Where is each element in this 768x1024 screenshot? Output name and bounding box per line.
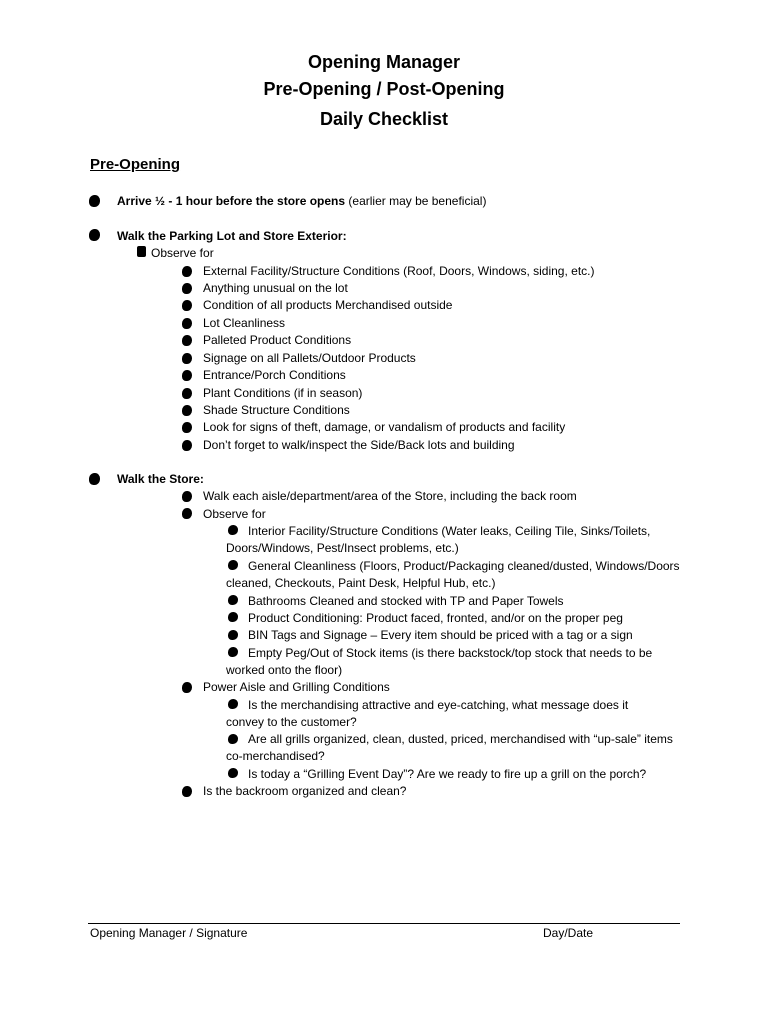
document-title-line-3: Daily Checklist (319, 109, 449, 129)
list-item: Signage on all Pallets/Outdoor Products (203, 351, 416, 365)
list-item: Bathrooms Cleaned and stocked with TP and Paper Towels (248, 594, 564, 608)
bullet-icon (182, 405, 192, 416)
bullet-icon (182, 440, 192, 451)
list-item: Is the backroom organized and clean? (203, 784, 407, 798)
list-item: Are all grills organized, clean, dusted, priced, merchandised with “up-sale” items co-merchandised? (226, 732, 673, 763)
list-item: External Facility/Structure Conditions (Roof, Doors, Windows, siding, etc.) (203, 264, 595, 278)
bullet-icon (182, 786, 192, 797)
document-title-line-1: Opening Manager (307, 52, 460, 72)
signature-line (88, 923, 680, 924)
bullet-icon (228, 630, 238, 640)
bullet-icon (182, 266, 192, 277)
bullet-icon (182, 300, 192, 311)
bullet-icon (182, 422, 192, 433)
bullet-icon (89, 229, 100, 241)
checklist-heading-walk-store: Walk the Store: (117, 472, 204, 486)
checklist-item-arrive (117, 193, 486, 210)
list-item: Plant Conditions (if in season) (203, 386, 363, 400)
list-item: Condition of all products Merchandised outside (203, 298, 453, 312)
bullet-icon (182, 388, 192, 399)
bullet-icon (182, 318, 192, 329)
list-item: Walk each aisle/department/area of the Store, including the back room (203, 489, 577, 503)
list-item: BIN Tags and Signage – Every item should be priced with a tag or a sign (248, 628, 633, 642)
list-item: Don’t forget to walk/inspect the Side/Back lots and building (203, 438, 515, 452)
signature-label: Opening Manager / Signature (90, 926, 248, 940)
bullet-icon (182, 370, 192, 381)
list-item: Interior Facility/Structure Conditions (Water leaks, Ceiling Tile, Sinks/Toilets, Doors/Windows, Pest/Insect problems, etc.) (226, 524, 651, 555)
bullet-icon (228, 768, 238, 778)
bullet-icon (182, 508, 192, 519)
checklist-heading-parking-lot: Walk the Parking Lot and Store Exterior: (117, 229, 347, 243)
list-item: Anything unusual on the lot (203, 281, 348, 295)
list-item: Power Aisle and Grilling Conditions (203, 680, 390, 694)
bullet-icon (182, 353, 192, 364)
list-item: Entrance/Porch Conditions (203, 368, 346, 382)
bullet-icon (89, 195, 100, 207)
arrive-note-text: (earlier may be beneficial) (345, 194, 487, 208)
bullet-icon (182, 283, 192, 294)
list-item: Look for signs of theft, damage, or vandalism of products and facility (203, 420, 566, 434)
bullet-icon (182, 335, 192, 346)
sub-bullet-icon (137, 246, 146, 257)
list-item: Palleted Product Conditions (203, 333, 352, 347)
bullet-icon (228, 612, 238, 622)
bullet-icon (182, 491, 192, 502)
bullet-icon (89, 473, 100, 485)
list-item: Product Conditioning: Product faced, fronted, and/or on the proper peg (248, 611, 623, 625)
store-observe-label: Observe for (203, 507, 266, 521)
arrive-bold-text: Arrive ½ - 1 hour before the store opens (117, 194, 346, 208)
list-item: Is the merchandising attractive and eye-catching, what message does it convey to the customer? (226, 698, 629, 729)
list-item: Is today a “Grilling Event Day”? Are we ready to fire up a grill on the porch? (248, 767, 647, 781)
list-item: Shade Structure Conditions (203, 403, 350, 417)
list-item: Empty Peg/Out of Stock items (is there backstock/top stock that needs to be worked onto the floor) (226, 646, 653, 677)
date-label: Day/Date (543, 926, 594, 940)
parking-observe-label: Observe for (151, 246, 214, 260)
section-heading-pre-opening: Pre-Opening (90, 156, 181, 173)
document-title-line-2: Pre-Opening / Post-Opening (263, 79, 505, 99)
bullet-icon (182, 682, 192, 693)
bullet-icon (228, 595, 238, 605)
list-item: General Cleanliness (Floors, Product/Packaging cleaned/dusted, Windows/Doors cleaned, Checkouts, Paint Desk, Helpful Hub, etc.) (226, 559, 680, 590)
list-item: Lot Cleanliness (203, 316, 286, 330)
